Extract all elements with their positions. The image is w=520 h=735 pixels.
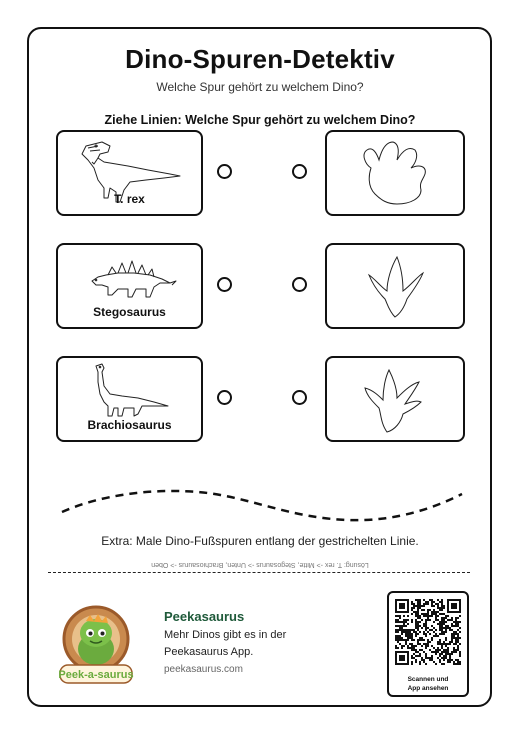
dino-card-brachiosaurus xyxy=(56,356,203,442)
dino-connect-dot[interactable] xyxy=(217,164,232,179)
brand-url[interactable]: peekasaurus.com xyxy=(164,664,243,675)
qr-code-icon xyxy=(395,599,461,665)
qr-code-box[interactable] xyxy=(387,591,469,697)
track-connect-dot[interactable] xyxy=(292,390,307,405)
page-subtitle: Welche Spur gehört zu welchem Dino? xyxy=(156,80,364,94)
track-connect-dot[interactable] xyxy=(292,164,307,179)
track-card-claw xyxy=(325,356,465,442)
dino-connect-dot[interactable] xyxy=(217,390,232,405)
round-footprint-icon xyxy=(327,132,467,218)
dino-connect-dot[interactable] xyxy=(217,277,232,292)
track-card-three-toed xyxy=(325,243,465,329)
extra-task-text: Extra: Male Dino-Fußspuren entlang der gestrichelten Linie. xyxy=(101,534,419,548)
three-toed-footprint-icon xyxy=(327,245,467,331)
dino-label: Brachiosaurus xyxy=(87,418,172,432)
dino-card-t-rex xyxy=(56,130,203,216)
claw-footprint-icon xyxy=(327,358,467,444)
dino-label: T. rex xyxy=(114,192,145,206)
dino-card-stegosaurus xyxy=(56,243,203,329)
dashed-wave-line xyxy=(58,482,466,532)
brand-tagline-1: Mehr Dinos gibt es in der xyxy=(164,629,287,641)
track-card-round xyxy=(325,130,465,216)
peekasaurus-logo xyxy=(54,603,138,691)
logo-text: Peek-a-saurus xyxy=(58,669,134,681)
page-title: Dino-Spuren-Detektiv xyxy=(125,44,395,74)
cut-line xyxy=(48,572,470,573)
brand-tagline-2: Peekasaurus App. xyxy=(164,646,254,658)
instruction-text: Ziehe Linien: Welche Spur gehört zu welchem Dino? xyxy=(104,113,416,127)
brand-name: Peekasaurus xyxy=(164,609,245,624)
solution-text-upside-down: Lösung: T. rex -> Mitte, Stegosaurus -> Unten, Brachiosaurus -> Oben xyxy=(151,561,369,568)
track-connect-dot[interactable] xyxy=(292,277,307,292)
dino-label: Stegosaurus xyxy=(93,305,166,319)
qr-caption: Scannen und App ansehen xyxy=(407,676,449,692)
